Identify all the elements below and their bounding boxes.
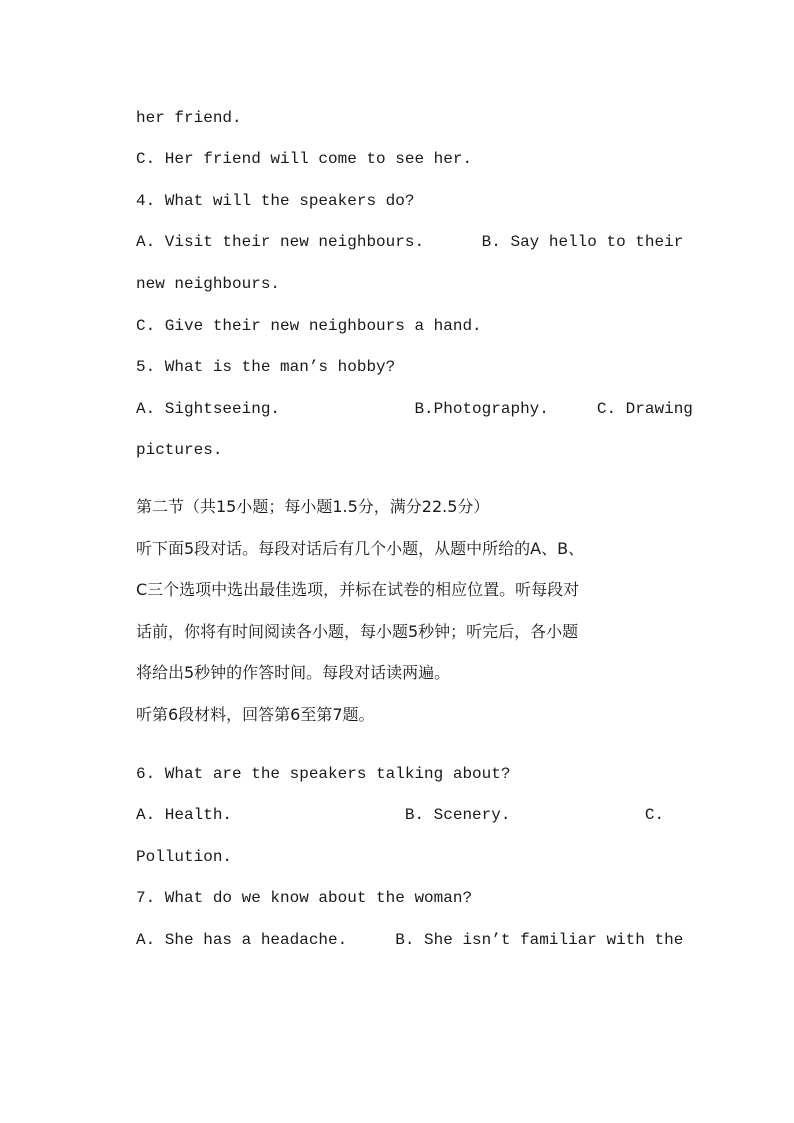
- option-c: C. Give their new neighbours a hand.: [136, 317, 482, 335]
- instruction-line: 话前，你将有时间阅读各小题，每小题5秒钟；听完后，各小题: [136, 622, 579, 641]
- text-line: new neighbours.: [136, 275, 281, 293]
- instruction-line: C三个选项中选出最佳选项，并标在试卷的相应位置。听每段对: [136, 580, 580, 599]
- text-line: her friend.: [136, 109, 242, 127]
- options-line: A. Health. B. Scenery. C.: [136, 806, 665, 824]
- text-line: Pollution.: [136, 848, 233, 866]
- question-4: 4. What will the speakers do?: [136, 192, 415, 210]
- question-7: 7. What do we know about the woman?: [136, 889, 473, 907]
- options-line: A. Visit their new neighbours. B. Say hello to their: [136, 233, 684, 251]
- question-5: 5. What is the man’s hobby?: [136, 358, 396, 376]
- options-line: A. She has a headache. B. She isn’t familiar with the: [136, 931, 684, 949]
- question-6: 6. What are the speakers talking about?: [136, 765, 511, 783]
- material-instruction: 听第6段材料，回答第6至第7题。: [136, 705, 375, 724]
- options-line: A. Sightseeing. B.Photography. C. Drawing: [136, 400, 693, 418]
- instruction-line: 将给出5秒钟的作答时间。每段对话读两遍。: [136, 663, 451, 682]
- text-line: C. Her friend will come to see her.: [136, 150, 473, 168]
- instruction-line: 听下面5段对话。每段对话后有几个小题，从题中所给的A、B、: [136, 539, 585, 558]
- text-line: pictures.: [136, 441, 223, 459]
- section-heading: 第二节（共15小题；每小题1.5分，满分22.5分）: [136, 497, 490, 516]
